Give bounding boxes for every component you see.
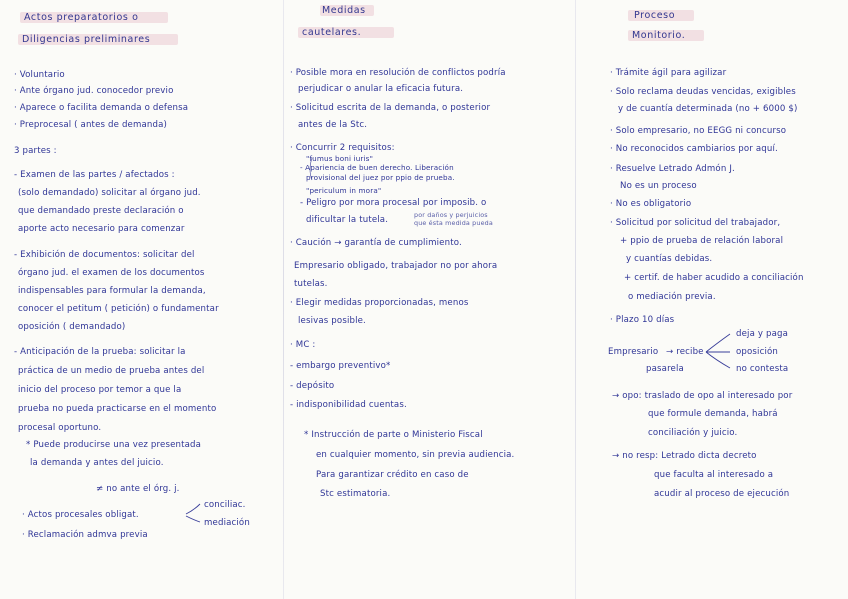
note-line: y cuantías debidas. xyxy=(626,254,713,264)
note-line: provisional del juez por ppio de prueba. xyxy=(306,173,455,182)
note-line: práctica de un medio de prueba antes del xyxy=(18,366,205,376)
fold-line-right xyxy=(575,0,576,599)
note-line: · Solo reclama deudas vencidas, exigibles xyxy=(610,87,796,97)
fold-line-left xyxy=(283,0,284,599)
note-line: 3 partes : xyxy=(14,146,57,156)
note-line: * Puede producirse una vez presentada xyxy=(26,440,202,450)
note-line: perjudicar o anular la eficacia futura. xyxy=(298,84,464,94)
note-line: que demandado preste declaración o xyxy=(18,206,184,216)
note-line: → recibe xyxy=(666,347,704,357)
note-line: acudir al proceso de ejecución xyxy=(654,489,790,499)
note-line: · Solicitud por solicitud del trabajador, xyxy=(610,218,781,228)
note-line: inicio del proceso por temor a que la xyxy=(18,385,182,395)
note-line: · Resuelve Letrado Admón J. xyxy=(610,164,735,174)
note-line: - Examen de las partes / afectados : xyxy=(14,170,175,180)
note-line: - Apariencia de buen derecho. Liberación xyxy=(300,163,454,172)
note-line: Para garantizar crédito en caso de xyxy=(316,470,469,480)
note-line: oposición xyxy=(736,347,779,357)
column-title: Medidas xyxy=(322,5,366,16)
note-line: (solo demandado) solicitar al órgano jud. xyxy=(18,188,201,198)
column-title: Proceso xyxy=(634,10,676,21)
note-line: "periculum in mora" xyxy=(306,186,382,195)
note-line: oposición ( demandado) xyxy=(18,322,126,332)
note-line: · Trámite ágil para agilizar xyxy=(610,68,727,78)
note-line: → opo: traslado de opo al interesado por xyxy=(612,391,793,401)
note-line: por daños y perjuicios xyxy=(414,211,488,219)
note-line: · Preprocesal ( antes de demanda) xyxy=(14,120,168,130)
note-line: conciliación y juicio. xyxy=(648,428,738,438)
note-line: dificultar la tutela. xyxy=(306,215,389,225)
note-line: · Solo empresario, no EEGG ni concurso xyxy=(610,126,787,136)
note-line: · Concurrir 2 requisitos: xyxy=(290,143,395,153)
note-line: o mediación previa. xyxy=(628,292,716,302)
note-line: · Ante órgano jud. conocedor previo xyxy=(14,86,174,96)
note-line: Stc estimatoria. xyxy=(320,489,391,499)
note-line: ≠ no ante el órg. j. xyxy=(96,484,180,494)
note-line: Empresario obligado, trabajador no por ahora xyxy=(294,261,498,271)
note-line: en cualquier momento, sin previa audiencia. xyxy=(316,450,515,460)
note-line: órgano jud. el examen de los documentos xyxy=(18,268,205,278)
note-line: tutelas. xyxy=(294,279,328,289)
note-line: No es un proceso xyxy=(620,181,697,191)
note-line: la demanda y antes del juicio. xyxy=(30,458,164,468)
column-title: Monitorio. xyxy=(632,30,686,41)
note-line: que formule demanda, habrá xyxy=(648,409,778,419)
note-line: lesivas posible. xyxy=(298,316,366,326)
note-line: "fumus boni iuris" xyxy=(306,154,374,163)
bracket-conciliacion xyxy=(186,504,200,514)
note-line: - embargo preventivo* xyxy=(290,361,391,371)
note-line: conciliac. xyxy=(204,500,246,510)
note-line: indispensables para formular la demanda, xyxy=(18,286,206,296)
note-line: - depósito xyxy=(290,381,335,391)
note-line: · Voluntario xyxy=(14,70,65,80)
note-line: no contesta xyxy=(736,364,789,374)
note-line: + ppio de prueba de relación laboral xyxy=(620,236,784,246)
note-line: - Anticipación de la prueba: solicitar la xyxy=(14,347,186,357)
note-line: · Actos procesales obligat. xyxy=(22,510,139,520)
note-line: + certif. de haber acudido a conciliación xyxy=(624,273,804,283)
note-line: · MC : xyxy=(290,340,316,350)
column-title: Diligencias preliminares xyxy=(22,34,151,45)
note-line: · Aparece o facilita demanda o defensa xyxy=(14,103,189,113)
note-line: * Instrucción de parte o Ministerio Fiscal xyxy=(304,430,483,440)
note-line: Empresario xyxy=(608,347,659,357)
note-line: · Posible mora en resolución de conflictos podría xyxy=(290,68,506,78)
column-title: cautelares. xyxy=(302,27,362,38)
note-line: · Plazo 10 días xyxy=(610,315,675,325)
note-line: antes de la Stc. xyxy=(298,120,368,130)
note-line: · Reclamación admva previa xyxy=(22,530,148,540)
note-line: prueba no pueda practicarse en el momento xyxy=(18,404,217,414)
column-title: Actos preparatorios o xyxy=(24,12,139,23)
note-line: → no resp: Letrado dicta decreto xyxy=(612,451,757,461)
note-line: aporte acto necesario para comenzar xyxy=(18,224,185,234)
note-line: · No es obligatorio xyxy=(610,199,692,209)
note-line: pasarela xyxy=(646,364,684,374)
note-line: · No reconocidos cambiarios por aquí. xyxy=(610,144,778,154)
arrow-no-contesta xyxy=(706,352,730,368)
note-line: - Exhibición de documentos: solicitar del xyxy=(14,250,195,260)
note-line: y de cuantía determinada (no + 6000 $) xyxy=(618,104,798,114)
arrow-deja-paga xyxy=(706,334,730,352)
note-line: · Solicitud escrita de la demanda, o posterior xyxy=(290,103,491,113)
note-line: - indisponibilidad cuentas. xyxy=(290,400,407,410)
note-line: · Elegir medidas proporcionadas, menos xyxy=(290,298,469,308)
note-line: que faculta al interesado a xyxy=(654,470,774,480)
note-line: que ésta medida pueda xyxy=(414,219,493,227)
note-line: conocer el petitum ( petición) o fundamentar xyxy=(18,304,219,314)
note-line: - Peligro por mora procesal por imposib. o xyxy=(300,198,487,208)
note-line: deja y paga xyxy=(736,329,789,339)
note-line: procesal oportuno. xyxy=(18,423,102,433)
note-line: mediación xyxy=(204,518,250,528)
note-line: · Caución → garantía de cumplimiento. xyxy=(290,238,462,248)
bracket-mediacion xyxy=(186,516,200,522)
